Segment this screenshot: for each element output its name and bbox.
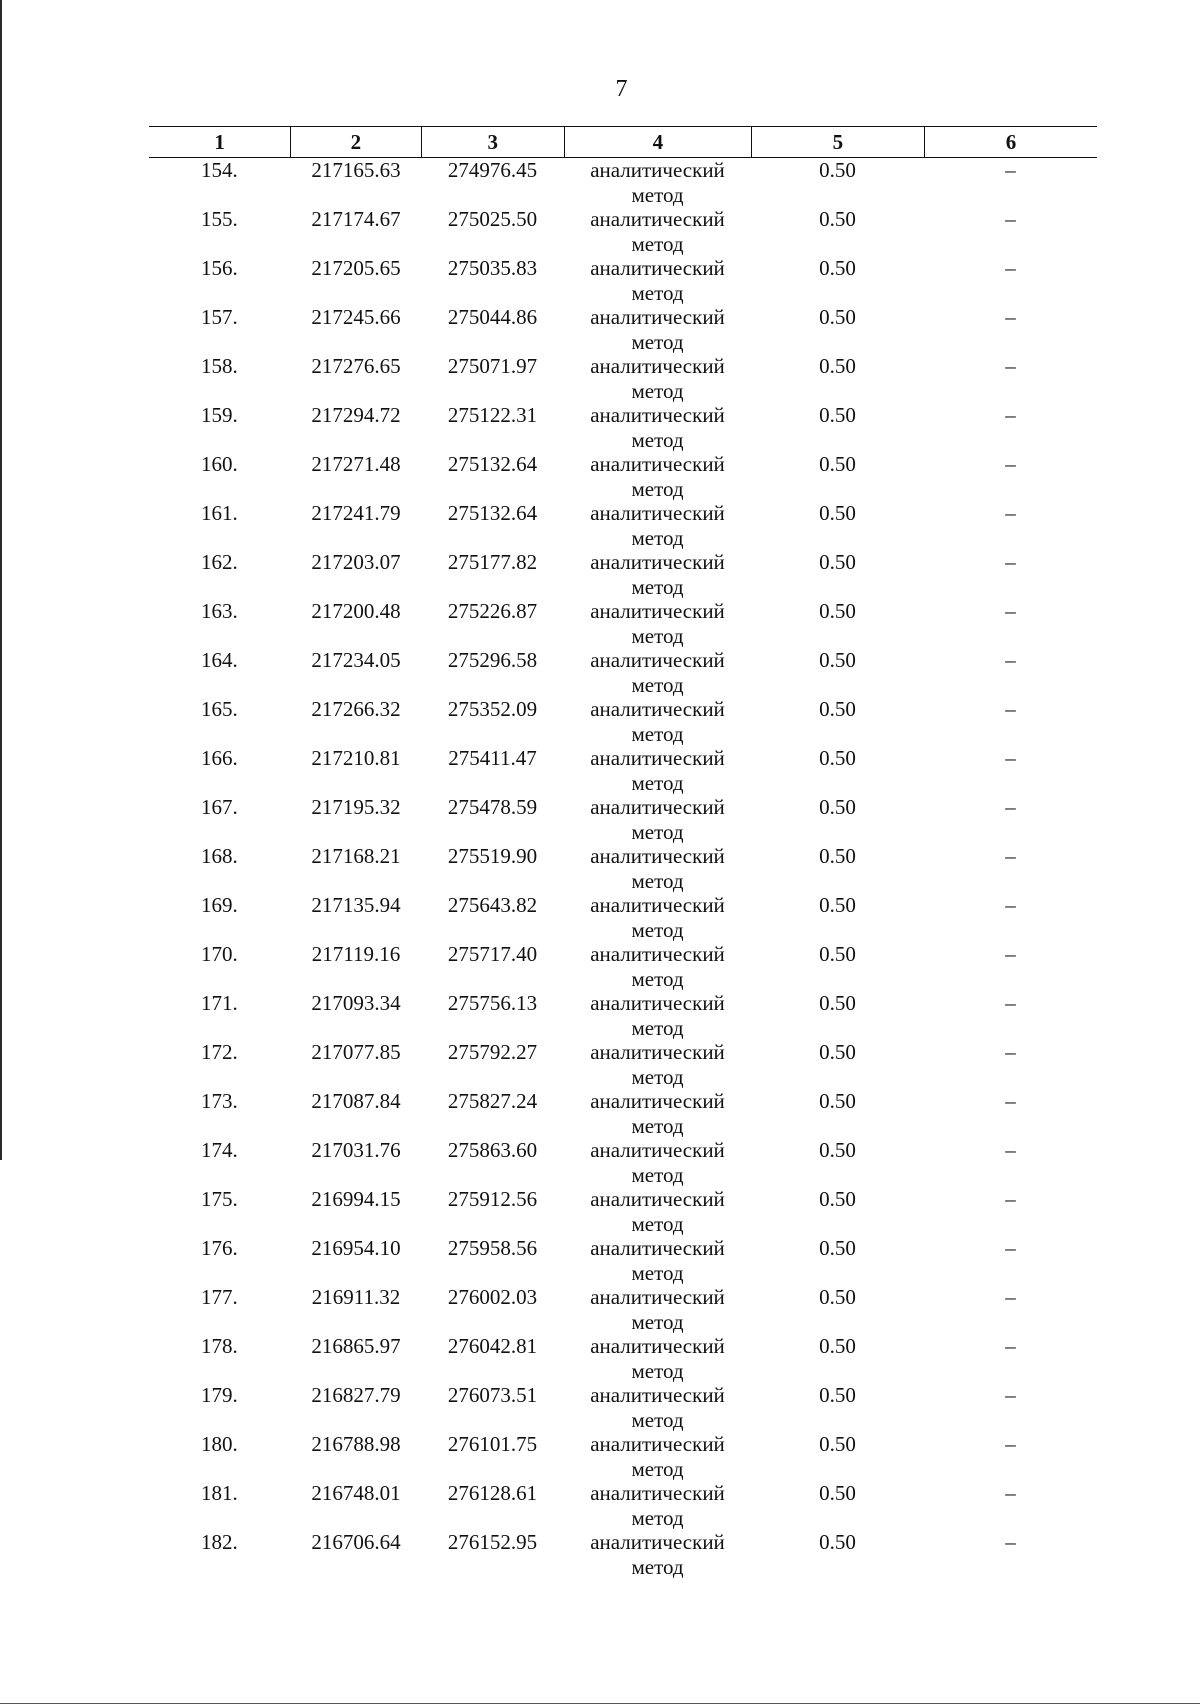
accuracy-value: 0.50	[819, 1285, 856, 1309]
accuracy-value: 0.50	[819, 697, 856, 721]
method-line-2: метод	[631, 771, 684, 795]
accuracy-value: 0.50	[819, 1187, 856, 1211]
y-coordinate: 275717.40	[447, 942, 538, 966]
table-row	[149, 158, 1097, 207]
y-coordinate: 275519.90	[447, 844, 538, 868]
accuracy-value: 0.50	[819, 1530, 856, 1554]
column-header-4: 4	[565, 127, 752, 157]
point-number: 175.	[201, 1187, 238, 1211]
point-number: 181.	[201, 1481, 238, 1505]
note-dash: –	[1005, 942, 1016, 966]
y-coordinate: 275352.09	[447, 697, 538, 721]
accuracy-value: 0.50	[819, 305, 856, 329]
x-coordinate: 217205.65	[311, 256, 401, 280]
y-coordinate: 275958.56	[447, 1236, 538, 1260]
method-cell	[564, 354, 751, 403]
method-line-2: метод	[631, 1506, 684, 1530]
method-cell	[564, 501, 751, 550]
y-coordinate: 275296.58	[447, 648, 538, 672]
x-coordinate: 217135.94	[311, 893, 401, 917]
x-coordinate: 216865.97	[311, 1334, 401, 1358]
x-coordinate: 216748.01	[311, 1481, 401, 1505]
method-line-2: метод	[631, 967, 684, 991]
y-coordinate: 275226.87	[447, 599, 538, 623]
x-coordinate: 216706.64	[311, 1530, 401, 1554]
method-line-2: метод	[631, 1114, 684, 1138]
method-cell	[564, 1285, 751, 1334]
accuracy-value: 0.50	[819, 354, 856, 378]
method-cell	[564, 844, 751, 893]
point-number: 179.	[201, 1383, 238, 1407]
x-coordinate: 216788.98	[311, 1432, 401, 1456]
table-row	[149, 746, 1097, 795]
y-coordinate: 275122.31	[447, 403, 538, 427]
accuracy-value: 0.50	[819, 599, 856, 623]
method-line-2: метод	[631, 183, 684, 207]
method-line-1: аналитический	[590, 207, 725, 231]
y-coordinate: 275863.60	[447, 1138, 538, 1162]
point-number: 160.	[201, 452, 238, 476]
point-number: 177.	[201, 1285, 238, 1309]
method-cell	[564, 1138, 751, 1187]
method-line-2: метод	[631, 1016, 684, 1040]
method-cell	[564, 158, 751, 207]
accuracy-value: 0.50	[819, 452, 856, 476]
y-coordinate: 275071.97	[447, 354, 538, 378]
note-dash: –	[1005, 1236, 1016, 1260]
note-dash: –	[1005, 1138, 1016, 1162]
method-line-2: метод	[631, 281, 684, 305]
table-row	[149, 942, 1097, 991]
point-number: 164.	[201, 648, 238, 672]
method-line-1: аналитический	[590, 599, 725, 623]
method-line-1: аналитический	[590, 1481, 725, 1505]
y-coordinate: 275478.59	[447, 795, 538, 819]
x-coordinate: 217168.21	[311, 844, 401, 868]
method-line-2: метод	[631, 526, 684, 550]
point-number: 174.	[201, 1138, 238, 1162]
method-line-1: аналитический	[590, 991, 725, 1015]
point-number: 169.	[201, 893, 238, 917]
method-cell	[564, 207, 751, 256]
note-dash: –	[1005, 1040, 1016, 1064]
method-line-2: метод	[631, 722, 684, 746]
y-coordinate: 275025.50	[447, 207, 538, 231]
note-dash: –	[1005, 844, 1016, 868]
x-coordinate: 217031.76	[311, 1138, 401, 1162]
method-line-1: аналитический	[590, 158, 725, 182]
y-coordinate: 275044.86	[447, 305, 538, 329]
accuracy-value: 0.50	[819, 1334, 856, 1358]
note-dash: –	[1005, 550, 1016, 574]
y-coordinate: 275756.13	[447, 991, 538, 1015]
table-row	[149, 1334, 1097, 1383]
x-coordinate: 217271.48	[311, 452, 401, 476]
scan-edge-left	[0, 0, 2, 1160]
table-row	[149, 697, 1097, 746]
method-line-1: аналитический	[590, 1187, 725, 1211]
page-number: 7	[615, 76, 628, 102]
column-header-5: 5	[752, 127, 925, 157]
method-cell	[564, 403, 751, 452]
method-line-1: аналитический	[590, 893, 725, 917]
method-cell	[564, 1481, 751, 1530]
table-row	[149, 354, 1097, 403]
note-dash: –	[1005, 354, 1016, 378]
point-number: 159.	[201, 403, 238, 427]
method-line-2: метод	[631, 1457, 684, 1481]
method-line-2: метод	[631, 673, 684, 697]
accuracy-value: 0.50	[819, 1040, 856, 1064]
method-line-1: аналитический	[590, 452, 725, 476]
method-line-2: метод	[631, 820, 684, 844]
y-coordinate: 274976.45	[447, 158, 538, 182]
method-line-1: аналитический	[590, 1383, 725, 1407]
table-row	[149, 1530, 1097, 1579]
y-coordinate: 275177.82	[447, 550, 538, 574]
table-row	[149, 844, 1097, 893]
accuracy-value: 0.50	[819, 1481, 856, 1505]
method-cell	[564, 1187, 751, 1236]
y-coordinate: 275912.56	[447, 1187, 538, 1211]
method-cell	[564, 1383, 751, 1432]
accuracy-value: 0.50	[819, 1383, 856, 1407]
method-line-1: аналитический	[590, 501, 725, 525]
x-coordinate: 217276.65	[311, 354, 401, 378]
table-row	[149, 991, 1097, 1040]
accuracy-value: 0.50	[819, 550, 856, 574]
method-cell	[564, 697, 751, 746]
x-coordinate: 217093.34	[311, 991, 401, 1015]
table-row	[149, 1481, 1097, 1530]
note-dash: –	[1005, 1334, 1016, 1358]
point-number: 180.	[201, 1432, 238, 1456]
method-cell	[564, 305, 751, 354]
method-line-2: метод	[631, 1408, 684, 1432]
method-line-2: метод	[631, 232, 684, 256]
method-line-1: аналитический	[590, 746, 725, 770]
method-line-1: аналитический	[590, 550, 725, 574]
note-dash: –	[1005, 1432, 1016, 1456]
point-number: 158.	[201, 354, 238, 378]
y-coordinate: 276073.51	[447, 1383, 538, 1407]
note-dash: –	[1005, 1481, 1016, 1505]
point-number: 178.	[201, 1334, 238, 1358]
point-number: 165.	[201, 697, 238, 721]
table-row	[149, 403, 1097, 452]
table-row	[149, 501, 1097, 550]
point-number: 154.	[201, 158, 238, 182]
table-row	[149, 1040, 1097, 1089]
method-line-1: аналитический	[590, 1334, 725, 1358]
y-coordinate: 276101.75	[447, 1432, 538, 1456]
table-row	[149, 1383, 1097, 1432]
accuracy-value: 0.50	[819, 893, 856, 917]
method-line-1: аналитический	[590, 403, 725, 427]
column-header-3: 3	[422, 127, 565, 157]
column-header-6: 6	[1005, 129, 1017, 154]
method-line-1: аналитический	[590, 1138, 725, 1162]
x-coordinate: 216827.79	[311, 1383, 401, 1407]
x-coordinate: 217241.79	[311, 501, 401, 525]
table-row	[149, 1285, 1097, 1334]
x-coordinate: 217210.81	[311, 746, 401, 770]
method-line-1: аналитический	[590, 305, 725, 329]
point-number: 161.	[201, 501, 238, 525]
method-line-1: аналитический	[590, 795, 725, 819]
table-row	[149, 893, 1097, 942]
method-line-1: аналитический	[590, 1285, 725, 1309]
method-cell	[564, 1089, 751, 1138]
x-coordinate: 217203.07	[311, 550, 401, 574]
point-number: 157.	[201, 305, 238, 329]
x-coordinate: 217200.48	[311, 599, 401, 623]
table-row	[149, 795, 1097, 844]
point-number: 176.	[201, 1236, 238, 1260]
method-line-1: аналитический	[590, 697, 725, 721]
y-coordinate: 275132.64	[447, 501, 538, 525]
method-line-1: аналитический	[590, 256, 725, 280]
column-header-1: 1	[149, 127, 291, 157]
scan-edge-bottom	[0, 1703, 1200, 1704]
note-dash: –	[1005, 1187, 1016, 1211]
method-line-1: аналитический	[590, 354, 725, 378]
table-row	[149, 1089, 1097, 1138]
note-dash: –	[1005, 403, 1016, 427]
point-number: 167.	[201, 795, 238, 819]
note-dash: –	[1005, 648, 1016, 672]
point-number: 182.	[201, 1530, 238, 1554]
method-cell	[564, 1334, 751, 1383]
x-coordinate: 217294.72	[311, 403, 401, 427]
table-row	[149, 550, 1097, 599]
method-line-2: метод	[631, 918, 684, 942]
table-row	[149, 1236, 1097, 1285]
method-line-2: метод	[631, 477, 684, 501]
table-row	[149, 207, 1097, 256]
method-line-1: аналитический	[590, 942, 725, 966]
point-number: 162.	[201, 550, 238, 574]
table-row	[149, 256, 1097, 305]
method-line-2: метод	[631, 624, 684, 648]
method-line-1: аналитический	[590, 1432, 725, 1456]
table-row	[149, 305, 1097, 354]
x-coordinate: 217234.05	[311, 648, 401, 672]
x-coordinate: 217119.16	[311, 942, 401, 966]
method-line-2: метод	[631, 1065, 684, 1089]
note-dash: –	[1005, 452, 1016, 476]
note-dash: –	[1005, 991, 1016, 1015]
y-coordinate: 275643.82	[447, 893, 538, 917]
accuracy-value: 0.50	[819, 991, 856, 1015]
coordinates-table	[149, 126, 1097, 1579]
x-coordinate: 217174.67	[311, 207, 401, 231]
method-line-2: метод	[631, 330, 684, 354]
x-coordinate: 217087.84	[311, 1089, 401, 1113]
note-dash: –	[1005, 1089, 1016, 1113]
method-cell	[564, 942, 751, 991]
method-line-2: метод	[631, 1359, 684, 1383]
note-dash: –	[1005, 256, 1016, 280]
column-header-2: 2	[291, 127, 421, 157]
accuracy-value: 0.50	[819, 256, 856, 280]
y-coordinate: 275132.64	[447, 452, 538, 476]
note-dash: –	[1005, 158, 1016, 182]
note-dash: –	[1005, 1383, 1016, 1407]
x-coordinate: 217165.63	[311, 158, 401, 182]
accuracy-value: 0.50	[819, 501, 856, 525]
note-dash: –	[1005, 207, 1016, 231]
method-cell	[564, 1530, 751, 1579]
method-line-2: метод	[631, 869, 684, 893]
method-line-1: аналитический	[590, 648, 725, 672]
method-line-2: метод	[631, 575, 684, 599]
method-cell	[564, 550, 751, 599]
y-coordinate: 275035.83	[447, 256, 538, 280]
method-line-1: аналитический	[590, 1530, 725, 1554]
note-dash: –	[1005, 795, 1016, 819]
point-number: 155.	[201, 207, 238, 231]
accuracy-value: 0.50	[819, 1089, 856, 1113]
accuracy-value: 0.50	[819, 403, 856, 427]
table-row	[149, 452, 1097, 501]
method-line-1: аналитический	[590, 844, 725, 868]
point-number: 172.	[201, 1040, 238, 1064]
point-number: 166.	[201, 746, 238, 770]
accuracy-value: 0.50	[819, 648, 856, 672]
y-coordinate: 275792.27	[447, 1040, 538, 1064]
table-row	[149, 1187, 1097, 1236]
note-dash: –	[1005, 1530, 1016, 1554]
method-cell	[564, 1432, 751, 1481]
y-coordinate: 276042.81	[447, 1334, 538, 1358]
method-cell	[564, 256, 751, 305]
method-cell	[564, 746, 751, 795]
table-row	[149, 648, 1097, 697]
method-line-1: аналитический	[590, 1236, 725, 1260]
note-dash: –	[1005, 501, 1016, 525]
table-header-row	[149, 126, 1097, 158]
x-coordinate: 216954.10	[311, 1236, 401, 1260]
point-number: 171.	[201, 991, 238, 1015]
note-dash: –	[1005, 893, 1016, 917]
method-cell	[564, 599, 751, 648]
x-coordinate: 217266.32	[311, 697, 401, 721]
method-line-2: метод	[631, 379, 684, 403]
method-line-2: метод	[631, 428, 684, 452]
point-number: 173.	[201, 1089, 238, 1113]
method-line-2: метод	[631, 1212, 684, 1236]
note-dash: –	[1005, 746, 1016, 770]
method-cell	[564, 1236, 751, 1285]
y-coordinate: 276002.03	[447, 1285, 538, 1309]
accuracy-value: 0.50	[819, 1138, 856, 1162]
accuracy-value: 0.50	[819, 942, 856, 966]
table-row	[149, 1138, 1097, 1187]
accuracy-value: 0.50	[819, 1432, 856, 1456]
x-coordinate: 216911.32	[311, 1285, 401, 1309]
accuracy-value: 0.50	[819, 1236, 856, 1260]
method-line-1: аналитический	[590, 1040, 725, 1064]
method-line-2: метод	[631, 1555, 684, 1579]
y-coordinate: 276128.61	[447, 1481, 538, 1505]
method-line-1: аналитический	[590, 1089, 725, 1113]
x-coordinate: 217245.66	[311, 305, 401, 329]
point-number: 168.	[201, 844, 238, 868]
y-coordinate: 275827.24	[447, 1089, 538, 1113]
method-cell	[564, 893, 751, 942]
accuracy-value: 0.50	[819, 207, 856, 231]
method-cell	[564, 795, 751, 844]
accuracy-value: 0.50	[819, 844, 856, 868]
method-cell	[564, 1040, 751, 1089]
method-line-2: метод	[631, 1310, 684, 1334]
method-cell	[564, 991, 751, 1040]
note-dash: –	[1005, 305, 1016, 329]
method-cell	[564, 452, 751, 501]
method-line-2: метод	[631, 1163, 684, 1187]
note-dash: –	[1005, 697, 1016, 721]
y-coordinate: 275411.47	[448, 746, 537, 770]
accuracy-value: 0.50	[819, 158, 856, 182]
point-number: 170.	[201, 942, 238, 966]
table-row	[149, 599, 1097, 648]
x-coordinate: 217077.85	[311, 1040, 401, 1064]
note-dash: –	[1005, 599, 1016, 623]
point-number: 163.	[201, 599, 238, 623]
y-coordinate: 276152.95	[447, 1530, 538, 1554]
x-coordinate: 216994.15	[311, 1187, 401, 1211]
accuracy-value: 0.50	[819, 795, 856, 819]
x-coordinate: 217195.32	[311, 795, 401, 819]
accuracy-value: 0.50	[819, 746, 856, 770]
method-cell	[564, 648, 751, 697]
point-number: 156.	[201, 256, 238, 280]
table-body	[149, 158, 1097, 1579]
method-line-2: метод	[631, 1261, 684, 1285]
note-dash: –	[1005, 1285, 1016, 1309]
table-row	[149, 1432, 1097, 1481]
